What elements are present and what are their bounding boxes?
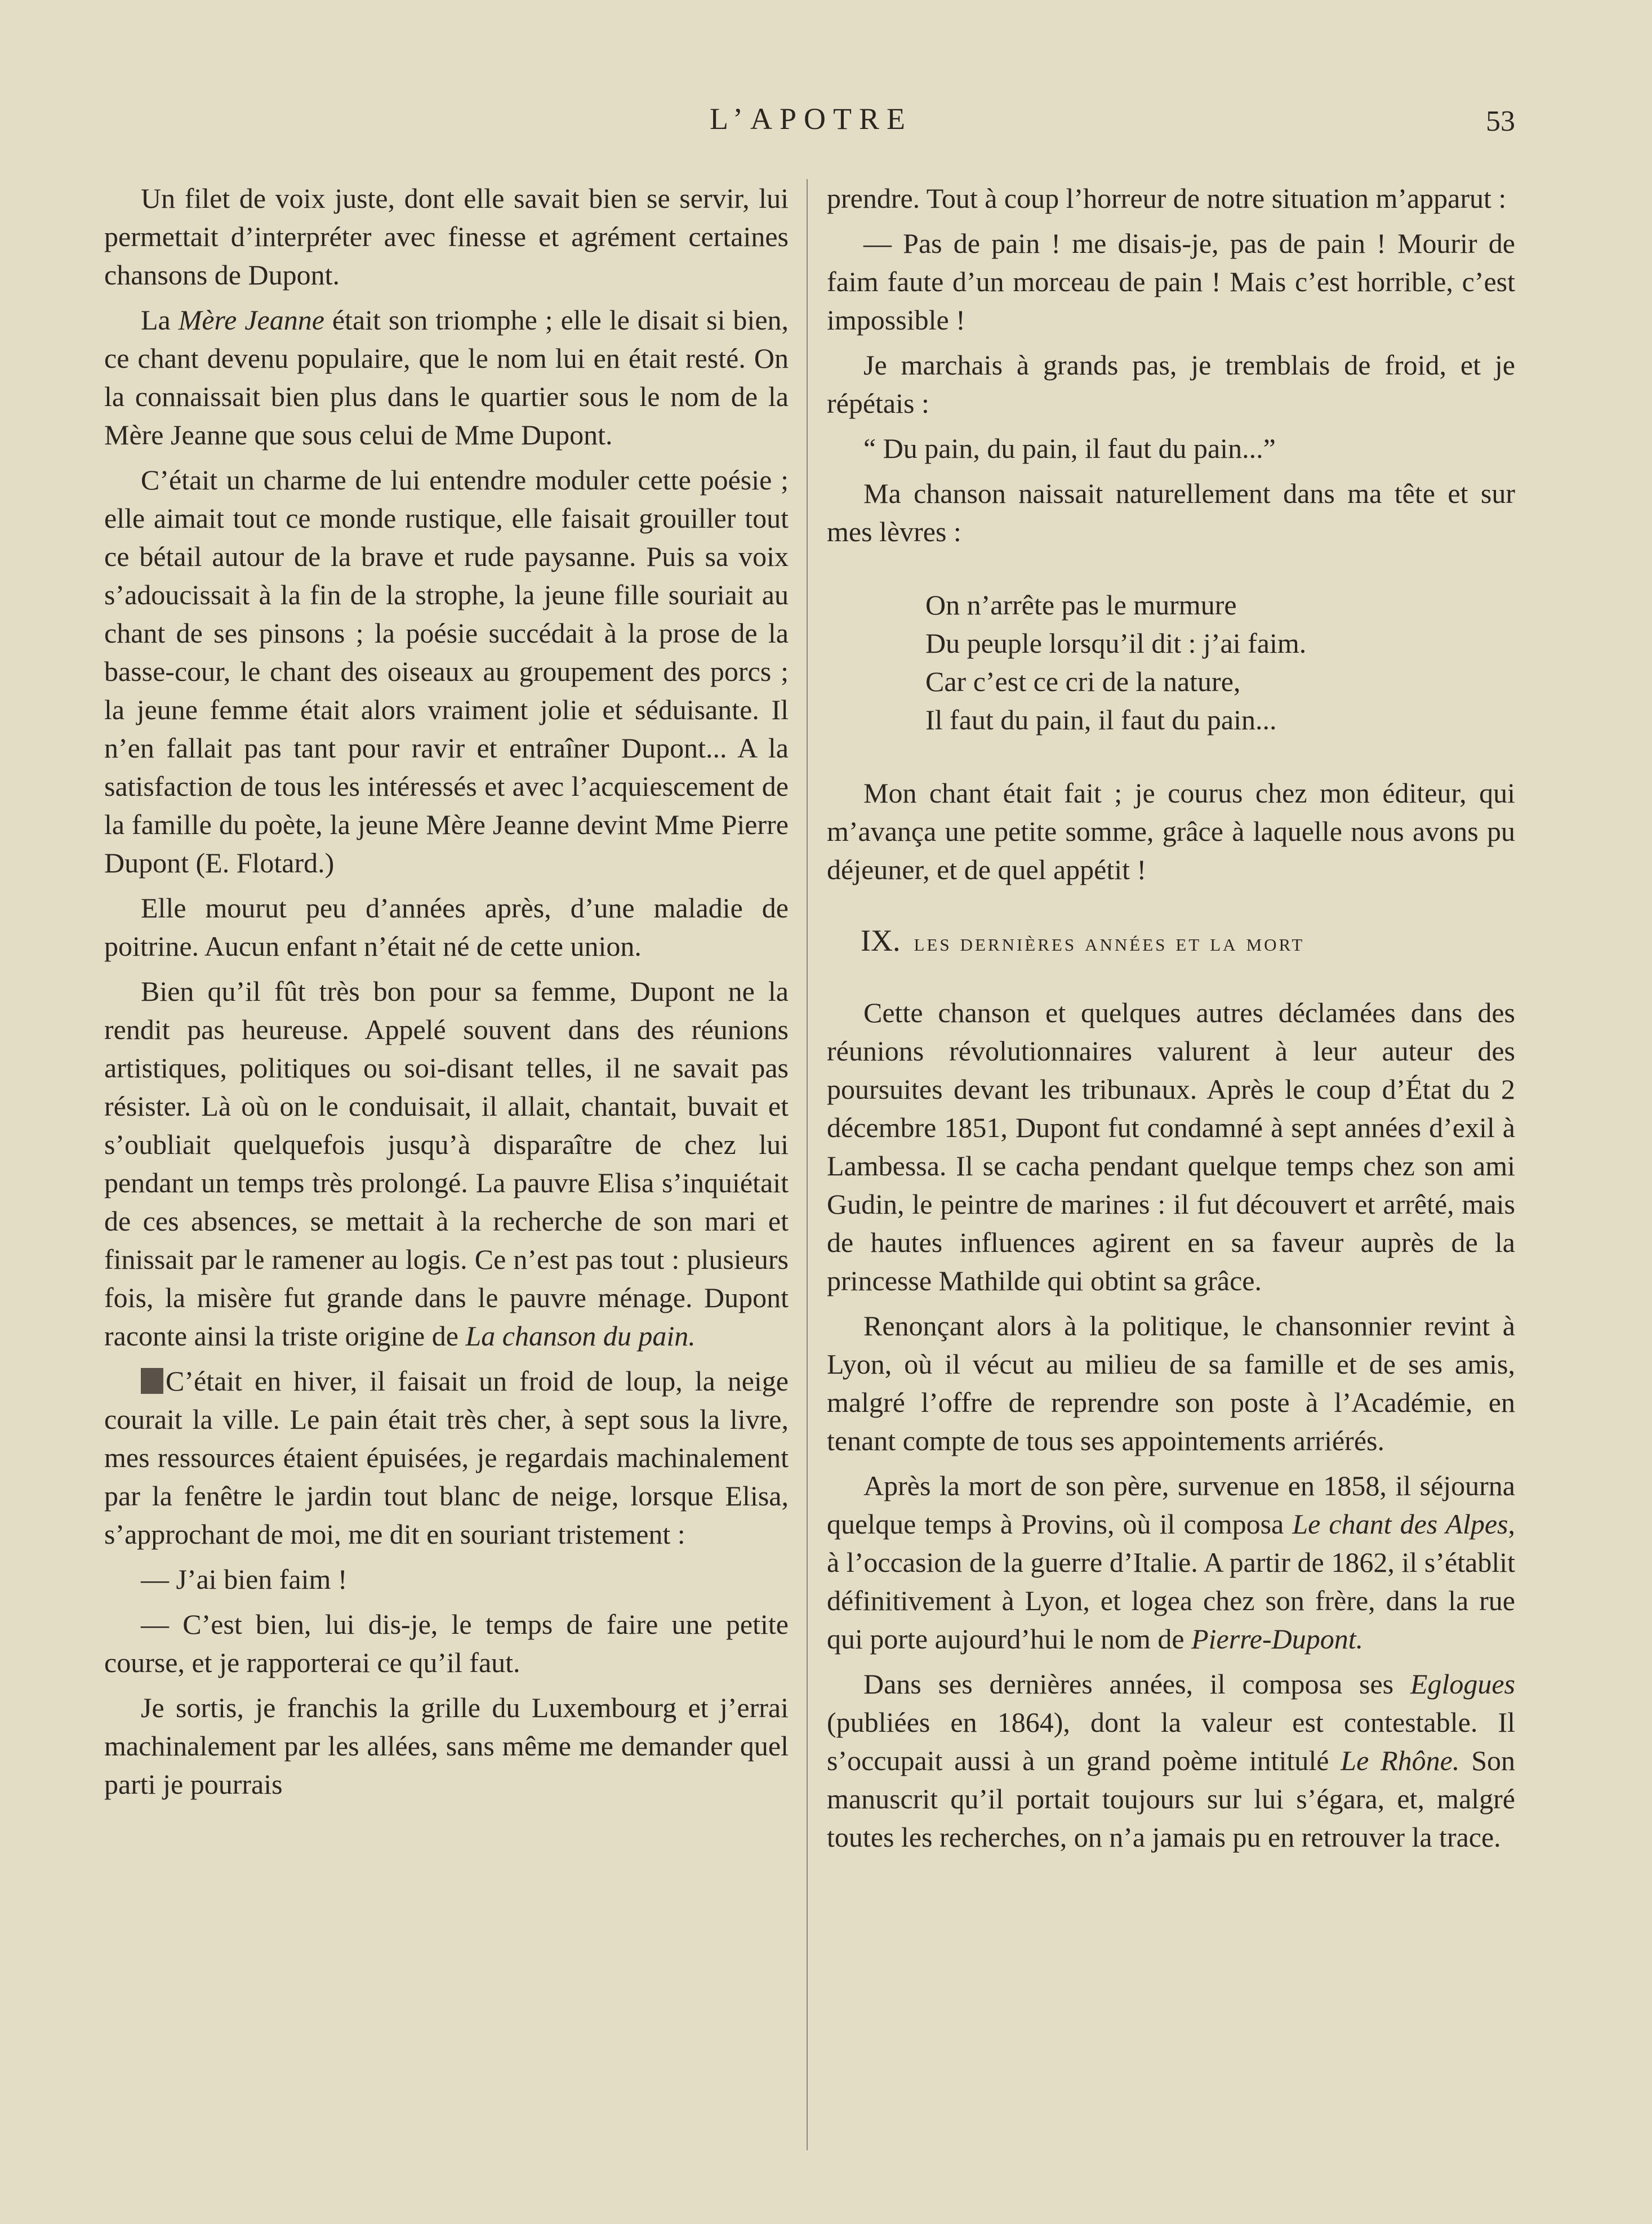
open-quote-mark-icon bbox=[141, 1368, 163, 1394]
paragraph: Mon chant était fait ; je courus chez mon éditeur, qui m’avança une petite somme, grâce à laquelle nous avons pu déjeuner, et de quel appétit ! bbox=[827, 777, 1515, 885]
verse-line: Car c’est ce cri de la nature, bbox=[925, 666, 1241, 697]
paragraph: Ma chanson naissait naturellement dans ma tête et sur mes lèvres : bbox=[827, 478, 1515, 547]
verse-line: Il faut du pain, il faut du pain... bbox=[925, 704, 1277, 736]
verse-block bbox=[827, 586, 1515, 739]
verse-line: Du peuple lorsqu’il dit : j’ai faim. bbox=[925, 627, 1307, 659]
right-column bbox=[827, 179, 1515, 1863]
paragraph: “ Du pain, du pain, il faut du pain...” bbox=[863, 433, 1276, 464]
paragraph: Je sortis, je franchis la grille du Luxembourg et j’errai machinalement par les allées, sans même me demander quel parti je pourrais bbox=[104, 1692, 789, 1800]
verse-line: On n’arrête pas le murmure bbox=[925, 589, 1237, 621]
dialogue-line: — Pas de pain ! me disais-je, pas de pain ! Mourir de faim faute d’un morceau de pain ! Mais c’est horrible, c’est impossible ! bbox=[827, 228, 1515, 336]
page-number: 53 bbox=[1486, 105, 1515, 137]
paragraph: Après la mort de son père, survenue en 1858, il séjourna quelque temps à Provins, où il composa Le chant des Alpes, à l’occasion de la guerre d’Italie. A partir de 1862, il s’établit définitivement à Lyon, et logea chez son frère, dans la rue qui porte aujourd’hui le nom de Pierre-Dupont. bbox=[827, 1470, 1515, 1655]
paragraph: La Mère Jeanne était son triomphe ; elle le disait si bien, ce chant devenu populaire, que le nom lui en était resté. On la connaissait bien plus dans le quartier sous le nom de la Mère Jeanne que sous celui de Mme Dupont. bbox=[104, 304, 789, 451]
paragraph: prendre. Tout à coup l’horreur de notre situation m’apparut : bbox=[827, 182, 1507, 214]
running-title: L’APOTRE bbox=[709, 102, 913, 136]
page-header bbox=[101, 101, 1521, 146]
quoted-paragraph: C’était en hiver, il faisait un froid de loup, la neige courait la ville. Le pain était très cher, à sept sous la livre, mes ressources étaient épuisées, je regardais machinalement par la fenêtre le jardin tout blanc de neige, lorsque Elisa, s’approchant de moi, me dit en souriant tristement : bbox=[104, 1365, 789, 1550]
paragraph: Cette chanson et quelques autres déclamées dans des réunions révolutionnaires valurent à leur auteur des poursuites devant les tribunaux. Après le coup d’État du 2 décembre 1851, Dupont fut condamné à sept années d’exil à Lambessa. Il se cacha pendant quelque temps chez son ami Gudin, le peintre de marines : il fut découvert et arrêté, mais de hautes influences agirent en sa faveur auprès de la princesse Mathilde qui obtint sa grâce. bbox=[827, 997, 1515, 1296]
section-number: IX. bbox=[861, 924, 901, 957]
paragraph: Renonçant alors à la politique, le chansonnier revint à Lyon, où il vécut au milieu de sa famille et de ses amis, malgré l’offre de reprendre son poste à l’Académie, en tenant compte de tous ses appointements arriérés. bbox=[827, 1310, 1515, 1456]
left-column bbox=[104, 179, 789, 1810]
dialogue-line: — J’ai bien faim ! bbox=[141, 1563, 348, 1595]
column-divider bbox=[807, 179, 808, 2150]
paragraph: Un filet de voix juste, dont elle savait bien se servir, lui permettait d’interpréter avec finesse et agrément certaines chansons de Dupont. bbox=[104, 182, 789, 291]
paragraph: Je marchais à grands pas, je tremblais de froid, et je répétais : bbox=[827, 349, 1515, 419]
section-title: les dernières années et la mort bbox=[914, 929, 1305, 956]
paragraph: Elle mourut peu d’années après, d’une maladie de poitrine. Aucun enfant n’était né de cette union. bbox=[104, 892, 789, 962]
dialogue-line: — C’est bien, lui dis-je, le temps de faire une petite course, et je rapporterai ce qu’il faut. bbox=[104, 1608, 789, 1678]
paragraph: Dans ses dernières années, il composa ses Eglogues (publiées en 1864), dont la valeur est contestable. Il s’occupait aussi à un grand poème intitulé Le Rhône. Son manuscrit qu’il portait toujours sur lui s’égara, et, malgré toutes les recherches, on n’a jamais pu en retrouver la trace. bbox=[827, 1668, 1516, 1853]
section-heading bbox=[861, 921, 1515, 962]
paragraph: Bien qu’il fût très bon pour sa femme, Dupont ne la rendit pas heureuse. Appelé souvent dans des réunions artistiques, politiques ou soi-disant telles, il ne savait pas résister. Là où on le conduisait, il allait, chantait, buvait et s’oubliait quelquefois jusqu’à disparaître de chez lui pendant un temps très prolongé. La pauvre Elisa s’inquiétait de ces absences, se mettait à la recherche de son mari et finissait par le ramener au logis. Ce n’est pas tout : plusieurs fois, la misère fut grande dans le pauvre ménage. Dupont raconte ainsi la triste origine de La chanson du pain. bbox=[104, 975, 789, 1352]
paragraph: C’était un charme de lui entendre moduler cette poésie ; elle aimait tout ce monde rustique, elle faisait grouiller tout ce bétail autour de la brave et rude paysanne. Puis sa voix s’adoucissait à la fin de la strophe, la jeune fille souriait au chant de ses pinsons ; la poésie succédait à la prose de la basse-cour, le chant des oiseaux au groupement des porcs ; la jeune femme était alors vraiment jolie et séduisante. Il n’en fallait pas tant pour ravir et entraîner Dupont... A la satisfaction de tous les intéressés et avec l’acquiescement de la famille du poète, la jeune Mère Jeanne devint Mme Pierre Dupont (E. Flotard.) bbox=[104, 464, 789, 879]
